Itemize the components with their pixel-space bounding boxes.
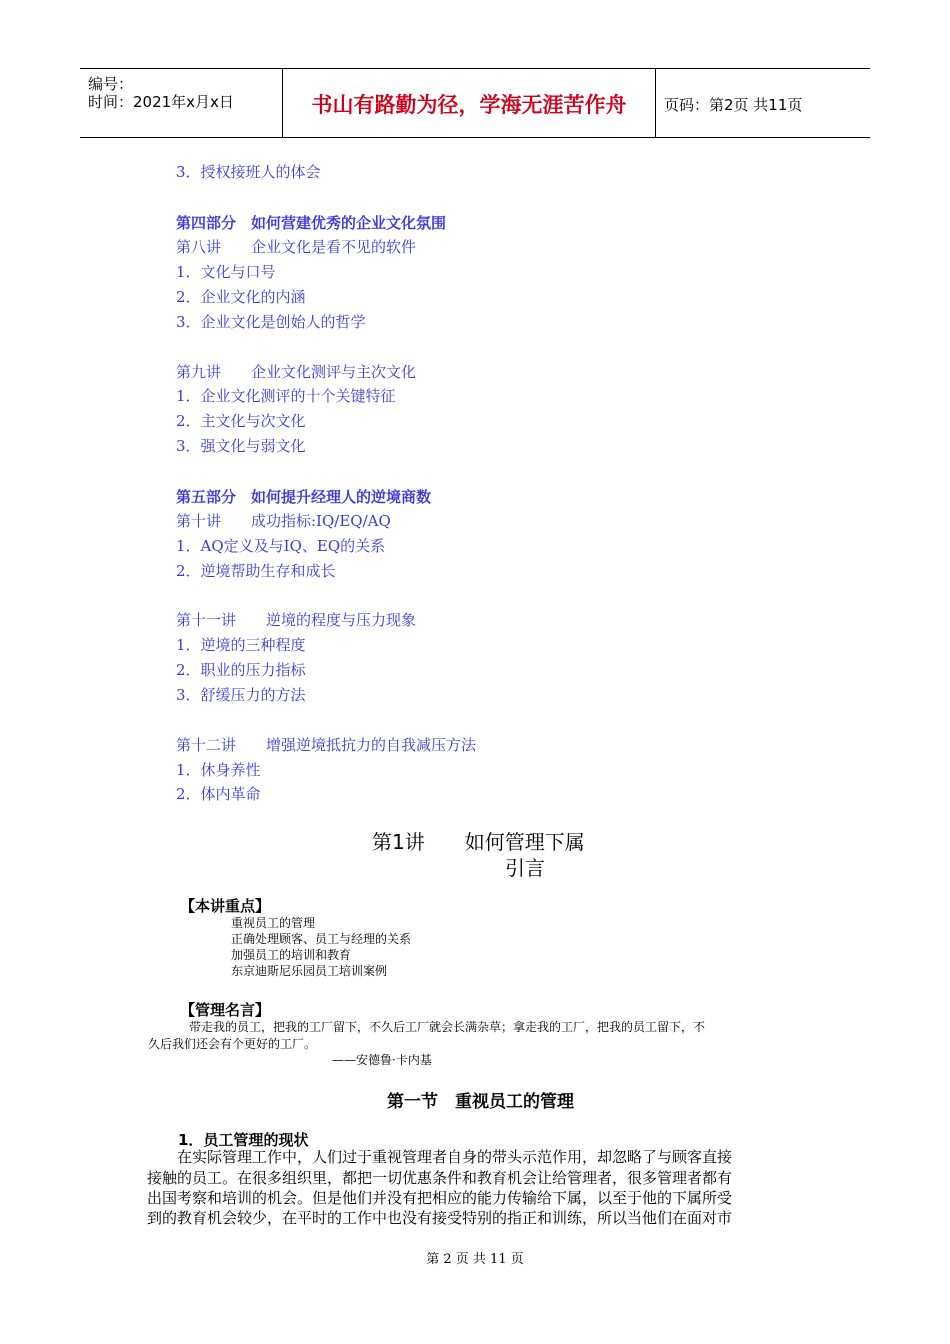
toc-item: 3．授权接班人的体会 [176, 163, 321, 181]
toc-item: 1．文化与口号 [176, 263, 276, 281]
toc-item: 1．AQ定义及与IQ、EQ的关系 [176, 537, 386, 555]
lecture-subtitle: 引言 [505, 856, 545, 880]
quote-line: 带走我的员工，把我的工厂留下，不久后工厂就会长满杂草；拿走我的工厂，把我的员工留下，不 [189, 1020, 706, 1034]
toc-item: 2．逆境帮助生存和成长 [176, 562, 336, 580]
body-line: 出国考察和培训的机会。但是他们并没有把相应的能力传输给下属，以至于他的下属所受 [147, 1189, 733, 1207]
toc-lecture-10: 第十讲 成功指标:IQ/EQ/AQ [176, 512, 391, 530]
key-point: 东京迪斯尼乐园员工培训案例 [231, 964, 388, 978]
page-header [80, 68, 870, 138]
toc-lecture-9: 第九讲 企业文化测评与主次文化 [176, 363, 417, 381]
number-label: 编号： [88, 75, 134, 93]
section-subheading: 1．员工管理的现状 [178, 1131, 309, 1149]
key-points-heading: 【本讲重点】 [180, 897, 271, 915]
toc-item: 1．企业文化测评的十个关键特征 [176, 387, 396, 405]
motto: 书山有路勤为径，学海无涯苦作舟 [283, 69, 656, 137]
toc-item: 3．舒缓压力的方法 [176, 686, 306, 704]
toc-item: 2．企业文化的内涵 [176, 288, 306, 306]
key-point: 重视员工的管理 [231, 916, 316, 930]
section-title: 第一节 重视员工的管理 [387, 1092, 574, 1112]
quote-line: 久后我们还会有个更好的工厂。 [148, 1037, 317, 1051]
toc-lecture-12: 第十二讲 增强逆境抵抗力的自我减压方法 [176, 736, 477, 754]
toc-item: 3．强文化与弱文化 [176, 437, 306, 455]
body-line: 到的教育机会较少，在平时的工作中也没有接受特别的指正和训练，所以当他们在面对市 [147, 1209, 733, 1227]
toc-item: 1．逆境的三种程度 [176, 636, 306, 654]
toc-item: 3．企业文化是创始人的哲学 [176, 313, 366, 331]
toc-part-5: 第五部分 如何提升经理人的逆境商数 [176, 488, 432, 506]
toc-item: 2．体内革命 [176, 785, 261, 803]
key-point: 加强员工的培训和教育 [231, 948, 352, 962]
quote-author: ——安德鲁·卡内基 [332, 1053, 432, 1067]
page-label: 页码：第2页 共11页 [664, 96, 803, 114]
body-line: 在实际管理工作中，人们过于重视管理者自身的带头示范作用，却忽略了与顾客直接 [147, 1148, 733, 1166]
date-label: 时间：2021年x月x日 [88, 93, 234, 111]
quote-heading: 【管理名言】 [180, 1001, 271, 1019]
toc-item: 1．休身养性 [176, 761, 261, 779]
body-line: 接触的员工。在很多组织里，都把一切优惠条件和教育机会让给管理者，很多管理者都有 [147, 1169, 733, 1187]
header-meta-cell [80, 69, 283, 137]
toc-lecture-11: 第十一讲 逆境的程度与压力现象 [176, 611, 417, 629]
toc-item: 2．职业的压力指标 [176, 661, 306, 679]
lecture-title: 第1讲 如何管理下属 [372, 830, 585, 854]
toc-item: 2．主文化与次文化 [176, 412, 306, 430]
page-footer: 第 2 页 共 11 页 [426, 1252, 524, 1267]
toc-part-4: 第四部分 如何营建优秀的企业文化氛围 [176, 214, 447, 232]
key-point: 正确处理顾客、员工与经理的关系 [231, 932, 412, 946]
toc-lecture-8: 第八讲 企业文化是看不见的软件 [176, 238, 417, 256]
